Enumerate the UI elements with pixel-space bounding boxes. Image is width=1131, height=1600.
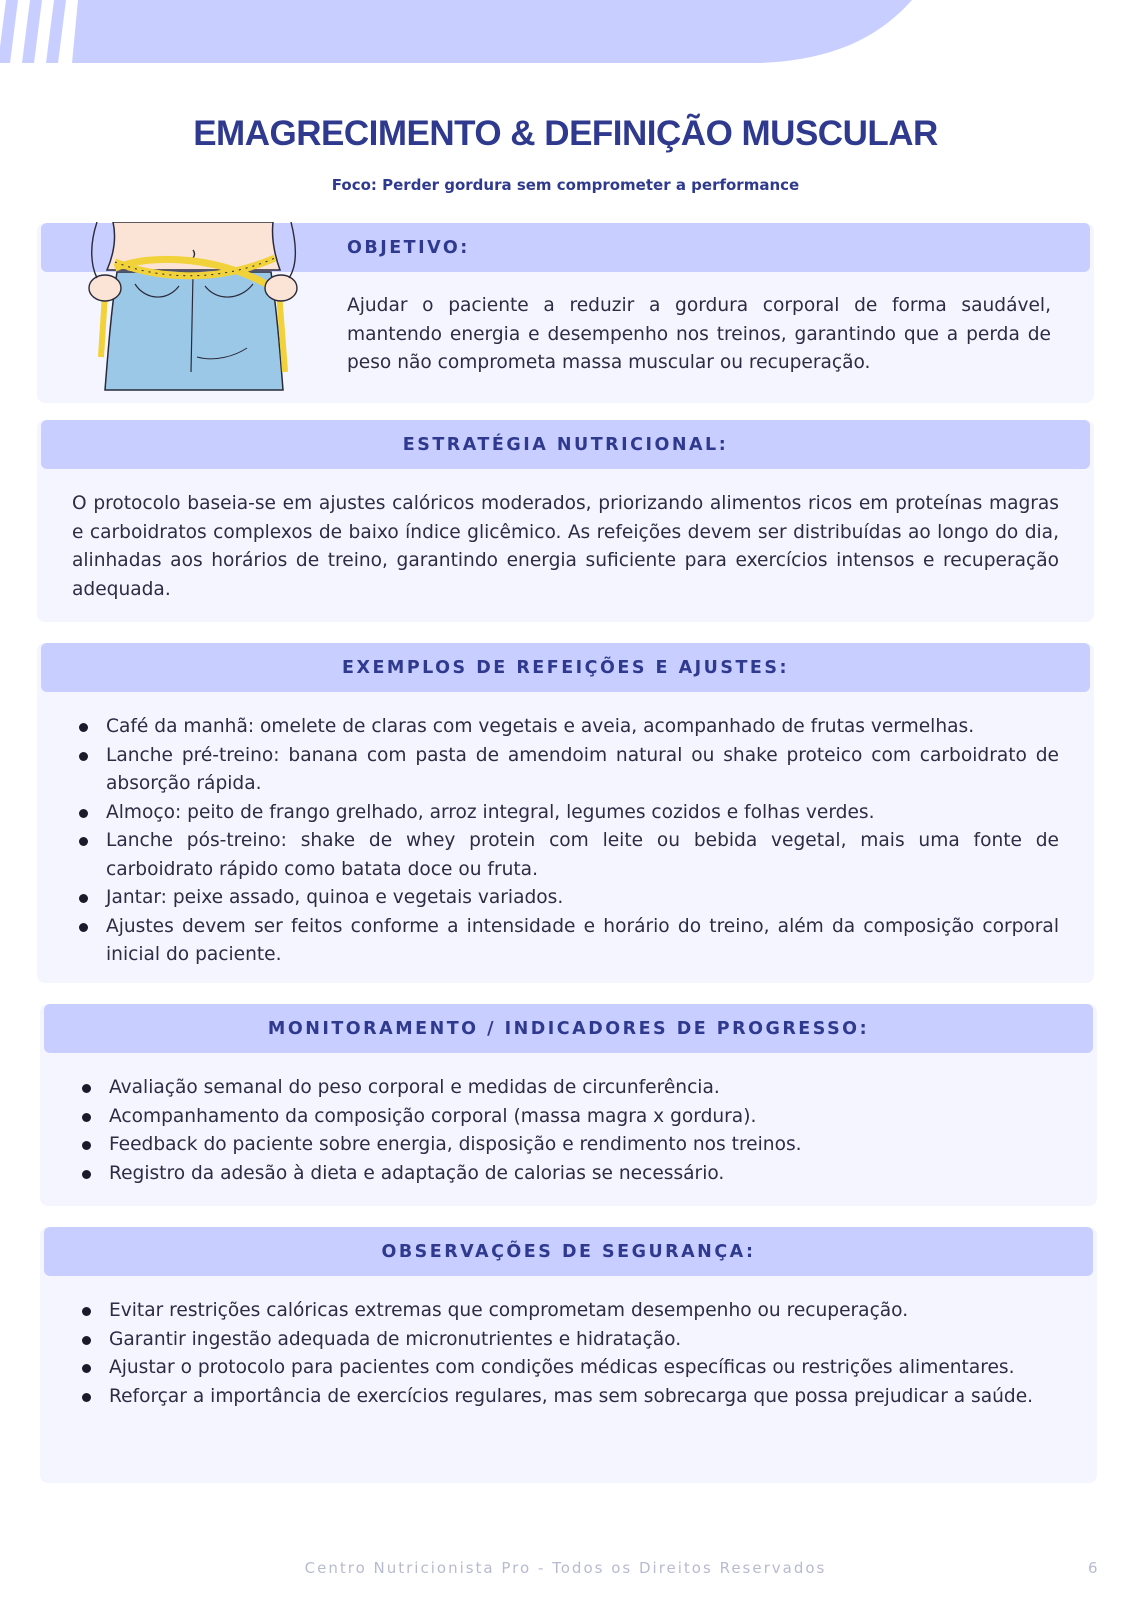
list-item: Jantar: peixe assado, quinoa e vegetais variados. bbox=[72, 884, 1059, 913]
page-subtitle: Foco: Perder gordura sem comprometer a performance bbox=[331, 176, 800, 194]
list-item: Lanche pós-treino: shake de whey protein com leite ou bebida vegetal, mais uma fonte de carboidrato rápido como batata doce ou fruta. bbox=[72, 827, 1059, 884]
seguranca-list bbox=[75, 1297, 1062, 1411]
list-item: Garantir ingestão adequada de micronutrientes e hidratação. bbox=[75, 1326, 1062, 1355]
list-item: Almoço: peito de frango grelhado, arroz integral, legumes cozidos e folhas verdes. bbox=[72, 799, 1059, 828]
monitoramento-list bbox=[75, 1074, 1062, 1188]
estrategia-header bbox=[41, 420, 1090, 469]
list-item: Acompanhamento da composição corporal (massa magra x gordura). bbox=[75, 1103, 1062, 1132]
monitoramento-heading: MONITORAMENTO / INDICADORES DE PROGRESSO: bbox=[267, 1018, 870, 1039]
estrategia-heading: ESTRATÉGIA NUTRICIONAL: bbox=[402, 434, 729, 455]
seguranca-heading: OBSERVAÇÕES DE SEGURANÇA: bbox=[381, 1241, 756, 1262]
list-item: Reforçar a importância de exercícios regulares, mas sem sobrecarga que possa prejudicar a saúde. bbox=[75, 1383, 1062, 1412]
footer-copyright: Centro Nutricionista Pro - Todos os Direitos Reservados bbox=[304, 1559, 827, 1577]
list-item: Evitar restrições calóricas extremas que comprometam desempenho ou recuperação. bbox=[75, 1297, 1062, 1326]
waist-measuring-tape-illustration bbox=[75, 222, 315, 392]
exemplos-list bbox=[72, 713, 1059, 970]
estrategia-text: O protocolo baseia-se em ajustes calóricos moderados, priorizando alimentos ricos em proteínas magras e carboidratos complexos de baixo índice glicêmico. As refeições devem ser distribuídas ao longo do dia, alinhadas aos horários de treino, garantindo energia suficiente para exercícios intensos e recuperação adequada. bbox=[72, 493, 1059, 600]
seguranca-card bbox=[40, 1227, 1097, 1483]
objetivo-heading: OBJETIVO: bbox=[347, 237, 470, 258]
list-item: Café da manhã: omelete de claras com vegetais e aveia, acompanhado de frutas vermelhas. bbox=[72, 713, 1059, 742]
page-title: EMAGRECIMENTO & DEFINIÇÃO MUSCULAR bbox=[193, 114, 938, 153]
objetivo-card bbox=[37, 223, 1094, 403]
exemplos-card bbox=[37, 643, 1094, 983]
list-item: Ajustar o protocolo para pacientes com condições médicas específicas ou restrições alimentares. bbox=[75, 1354, 1062, 1383]
page-number: 6 bbox=[1088, 1559, 1098, 1577]
list-item: Registro da adesão à dieta e adaptação de calorias se necessário. bbox=[75, 1160, 1062, 1189]
list-item: Lanche pré-treino: banana com pasta de amendoim natural ou shake proteico com carboidrato de absorção rápida. bbox=[72, 742, 1059, 799]
objetivo-text: Ajudar o paciente a reduzir a gordura corporal de forma saudável, mantendo energia e desempenho nos treinos, garantindo que a perda de peso não comprometa massa muscular ou recuperação. bbox=[347, 295, 1051, 373]
monitoramento-header bbox=[44, 1004, 1093, 1053]
estrategia-card bbox=[37, 420, 1094, 622]
exemplos-header bbox=[41, 643, 1090, 692]
list-item: Avaliação semanal do peso corporal e medidas de circunferência. bbox=[75, 1074, 1062, 1103]
monitoramento-card bbox=[40, 1004, 1097, 1206]
seguranca-header bbox=[44, 1227, 1093, 1276]
exemplos-heading: EXEMPLOS DE REFEIÇÕES E AJUSTES: bbox=[342, 657, 789, 678]
list-item: Ajustes devem ser feitos conforme a intensidade e horário do treino, além da composição corporal inicial do paciente. bbox=[72, 913, 1059, 970]
list-item: Feedback do paciente sobre energia, disposição e rendimento nos treinos. bbox=[75, 1131, 1062, 1160]
top-banner-decoration bbox=[0, 0, 1131, 66]
